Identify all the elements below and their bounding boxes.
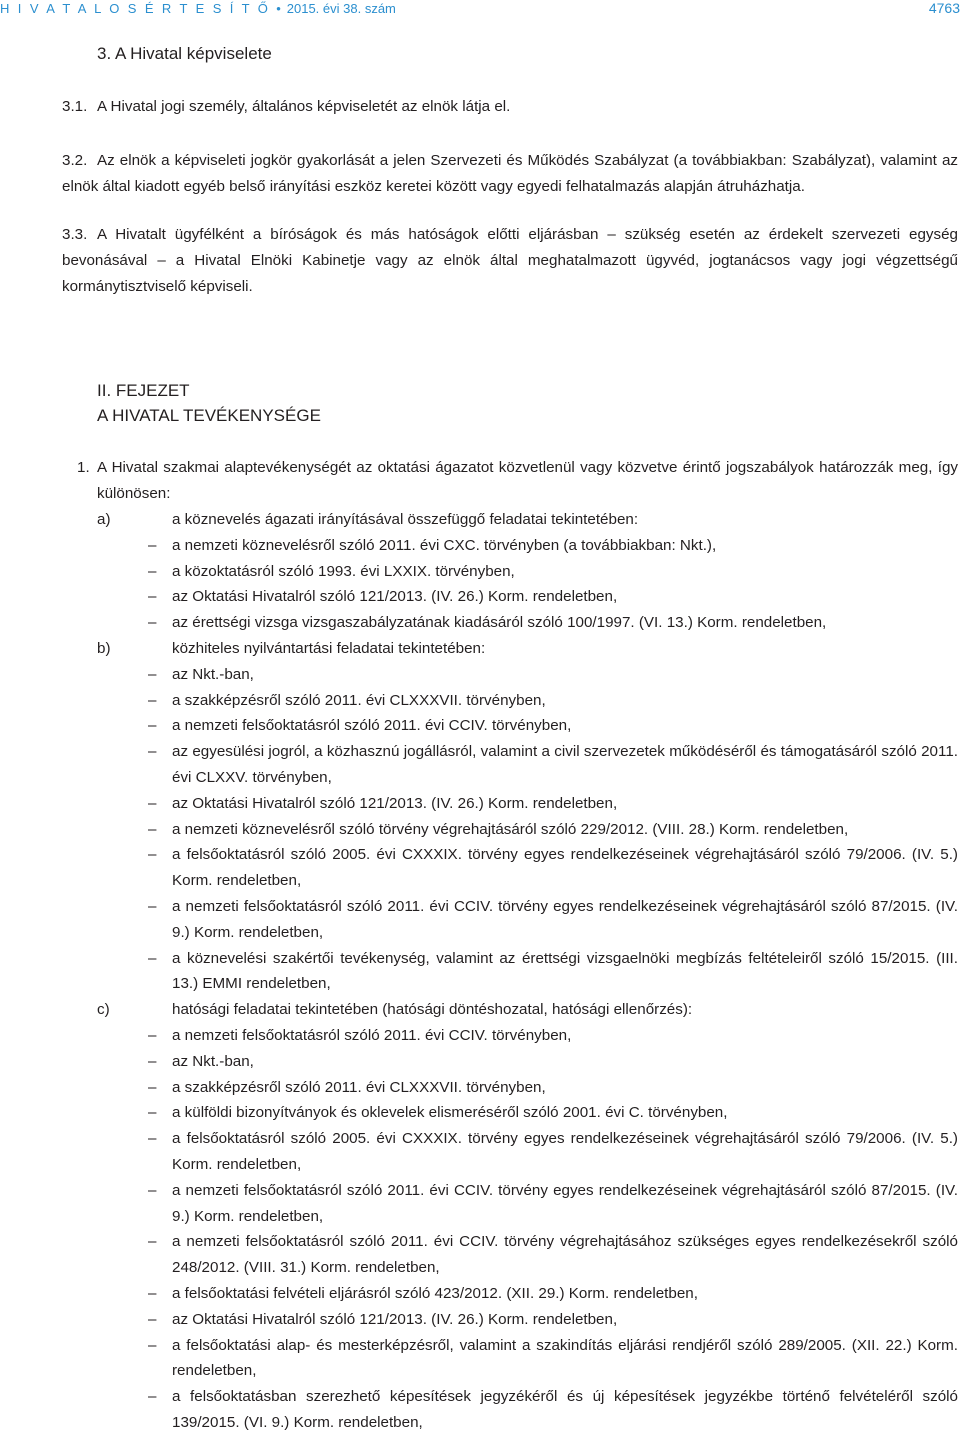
list-dash: –: [148, 588, 157, 606]
list-dash: –: [148, 562, 157, 580]
list-item-text: a közoktatásról szóló 1993. évi LXXIX. törvényben,: [172, 562, 515, 580]
item-text: A Hivatal szakmai alaptevékenységét az oktatási ágazatot közvetlenül vagy közvetve érintő jogszabályok határozzák meg, így különösen:: [97, 459, 958, 502]
list-item: [62, 1178, 958, 1230]
list-group-title: hatósági feladatai tekintetében (hatósági döntéshozatal, hatósági ellenőrzés):: [172, 1001, 693, 1019]
chapter-number: II. FEJEZET: [97, 381, 190, 400]
list-item: [62, 610, 958, 636]
list-dash: –: [148, 820, 157, 838]
list-item: [62, 739, 958, 791]
section-title: 3. A Hivatal képviselete: [97, 44, 272, 63]
list-dash: –: [148, 949, 157, 967]
running-header: [0, 0, 960, 20]
list-item: [62, 1023, 958, 1049]
paragraph-text: Az elnök a képviseleti jogkör gyakorlását a jelen Szervezeti és Működés Szabályzat (a továbbiakban: Szabályzat), valamint az elnök által kiadott egyéb belső irányítási eszköz keretei között vagy egyedi felhatalmazás alapján átruházhatja.: [62, 152, 958, 195]
list-dash: –: [148, 1052, 157, 1070]
chapter-title: A HIVATAL TEVÉKENYSÉGE: [97, 406, 321, 425]
paragraph-text: A Hivatalt ügyfélként a bíróságok és más hatóságok előtti eljárásban – szükség esetén az érdekelt szervezeti egység bevonásával – a Hivatal Elnöki Kabinetje vagy az elnök által meghatalmazott ügyvéd, jogtanácsos vagy jogi végzettségű kormánytisztviselő képviseli.: [62, 226, 958, 295]
list-group-title: a köznevelés ágazati irányításával összefüggő feladatai tekintetében:: [172, 511, 639, 528]
list-item: [62, 584, 958, 610]
list-item: [62, 1126, 958, 1178]
list-item-text: a nemzeti felsőoktatásról szóló 2011. évi CCIV. törvény egyes rendelkezéseinek végrehajtásáról szóló 87/2015. (IV. 9.) Korm. rendeletben,: [172, 897, 958, 941]
list-item: [62, 1333, 958, 1385]
list-item: [62, 1229, 958, 1281]
list-item: [62, 688, 958, 714]
list-dash: –: [148, 691, 157, 709]
list-item: [62, 1307, 958, 1333]
list-group-heading: [62, 636, 958, 662]
list-item-text: a felsőoktatásban szerezhető képesítések jegyzékéről és új képesítések jegyzékbe történő felvételéről szóló 139/2015. (VI. 9.) Korm. rendeletben,: [172, 1388, 958, 1431]
paragraph-number: 3.1.: [62, 98, 88, 115]
list-item-text: a köznevelési szakértői tevékenység, valamint az érettségi vizsgaelnöki megbízás feltételeiről szóló 15/2015. (III. 13.) EMMI rendeletben,: [172, 949, 958, 993]
list-dash: –: [148, 717, 157, 735]
list-dash: –: [148, 536, 157, 554]
paragraph-3-3: [62, 222, 958, 299]
list-dash: –: [148, 1130, 157, 1148]
list-item-text: a felsőoktatási felvételi eljárásról szóló 423/2012. (XII. 29.) Korm. rendeletben,: [172, 1284, 698, 1302]
item-number: 1.: [77, 459, 90, 476]
list-item-text: az Nkt.-ban,: [172, 1052, 254, 1070]
list-item-text: a külföldi bizonyítványok és oklevelek elismeréséről szóló 2001. évi C. törvényben,: [172, 1104, 728, 1122]
list-item: [62, 1281, 958, 1307]
list-dash: –: [148, 1078, 157, 1096]
list-item-text: az Nkt.-ban,: [172, 665, 254, 683]
paragraph-3-2: [62, 148, 958, 200]
list-group-heading: [62, 997, 958, 1023]
legal-basis-list: [62, 507, 958, 1436]
list-item-text: a nemzeti köznevelésről szóló 2011. évi CXC. törvényben (a továbbiakban: Nkt.),: [172, 536, 717, 554]
list-item: [62, 817, 958, 843]
list-item: [62, 946, 958, 998]
paragraph-number: 3.2.: [62, 152, 88, 169]
list-item: [62, 533, 958, 559]
list-item: [62, 1075, 958, 1101]
list-letter: c): [97, 1001, 110, 1019]
list-dash: –: [148, 1336, 157, 1354]
list-item: [62, 791, 958, 817]
list-letter: a): [97, 511, 111, 528]
list-dash: –: [148, 897, 157, 915]
paragraph-text: A Hivatal jogi személy, általános képviseletét az elnök látja el.: [97, 98, 511, 115]
list-item: [62, 894, 958, 946]
list-item-text: a felsőoktatásról szóló 2005. évi CXXXIX. törvény egyes rendelkezéseinek végrehajtásáról szóló 79/2006. (IV. 5.) Korm. rendeletben,: [172, 1130, 958, 1173]
list-dash: –: [148, 1284, 157, 1302]
list-group-heading: [62, 507, 958, 533]
list-item-text: a felsőoktatásról szóló 2005. évi CXXXIX. törvény egyes rendelkezéseinek végrehajtásáról szóló 79/2006. (IV. 5.) Korm. rendeletben,: [172, 846, 958, 890]
list-item-text: az érettségi vizsga vizsgaszabályzatának kiadásáról szóló 100/1997. (VI. 13.) Korm. rendeletben,: [172, 614, 827, 632]
paragraph-number: 3.3.: [62, 226, 88, 243]
list-item-text: a nemzeti felsőoktatásról szóló 2011. évi CCIV. törvény végrehajtásához szükséges egyes rendelkezésekről szóló 248/2012. (VIII. 31.) Korm. rendeletben,: [172, 1233, 958, 1277]
list-item: [62, 662, 958, 688]
list-item-text: a szakképzésről szóló 2011. évi CLXXXVII. törvényben,: [172, 1078, 546, 1096]
list-letter: b): [97, 639, 111, 657]
list-item: [62, 559, 958, 585]
list-dash: –: [148, 1104, 157, 1122]
list-dash: –: [148, 1233, 157, 1251]
list-dash: –: [148, 1310, 157, 1328]
list-group-title: közhiteles nyilvántartási feladatai tekintetében:: [172, 639, 486, 657]
list-item-text: a nemzeti felsőoktatásról szóló 2011. évi CCIV. törvényben,: [172, 717, 572, 735]
list-item-text: a nemzeti felsőoktatásról szóló 2011. évi CCIV. törvény egyes rendelkezéseinek végrehajtásáról szóló 87/2015. (IV. 9.) Korm. rendeletben,: [172, 1181, 958, 1225]
publication-title: H I V A T A L O S É R T E S Í T Ő: [0, 1, 271, 16]
list-item-text: az Oktatási Hivatalról szóló 121/2013. (IV. 26.) Korm. rendeletben,: [172, 794, 618, 812]
list-dash: –: [148, 794, 157, 812]
list-item-text: a szakképzésről szóló 2011. évi CLXXXVII. törvényben,: [172, 691, 546, 709]
list-item: [62, 713, 958, 739]
list-item: [62, 1384, 958, 1436]
list-dash: –: [148, 743, 157, 761]
list-item: [62, 1100, 958, 1126]
list-item-text: a nemzeti köznevelésről szóló törvény végrehajtásáról szóló 229/2012. (VIII. 28.) Korm. rendeletben,: [172, 820, 849, 838]
list-item: [62, 1049, 958, 1075]
header-bullet: •: [276, 1, 281, 16]
list-item-text: a nemzeti felsőoktatásról szóló 2011. évi CCIV. törvényben,: [172, 1026, 572, 1044]
list-item: [62, 842, 958, 894]
list-dash: –: [148, 614, 157, 632]
issue-number: 2015. évi 38. szám: [286, 1, 396, 16]
header-left: [0, 0, 396, 17]
numbered-item-1: [77, 455, 958, 507]
list-item-text: az egyesülési jogról, a közhasznú jogállásról, valamint a civil szervezetek működéséről és támogatásáról szóló 2011. évi CLXXV. törvényben,: [172, 743, 958, 786]
list-dash: –: [148, 1388, 157, 1406]
list-dash: –: [148, 846, 157, 864]
list-dash: –: [148, 1181, 157, 1199]
list-item-text: az Oktatási Hivatalról szóló 121/2013. (IV. 26.) Korm. rendeletben,: [172, 1310, 618, 1328]
list-item-text: a felsőoktatási alap- és mesterképzésről, valamint a szakindítás eljárási rendjéről szóló 289/2005. (XII. 22.) Korm. rendeletben,: [172, 1336, 958, 1380]
list-dash: –: [148, 1026, 157, 1044]
page-number: 4763: [928, 0, 960, 16]
paragraph-3-1: [62, 94, 958, 120]
list-item-text: az Oktatási Hivatalról szóló 121/2013. (IV. 26.) Korm. rendeletben,: [172, 588, 618, 606]
list-dash: –: [148, 665, 157, 683]
